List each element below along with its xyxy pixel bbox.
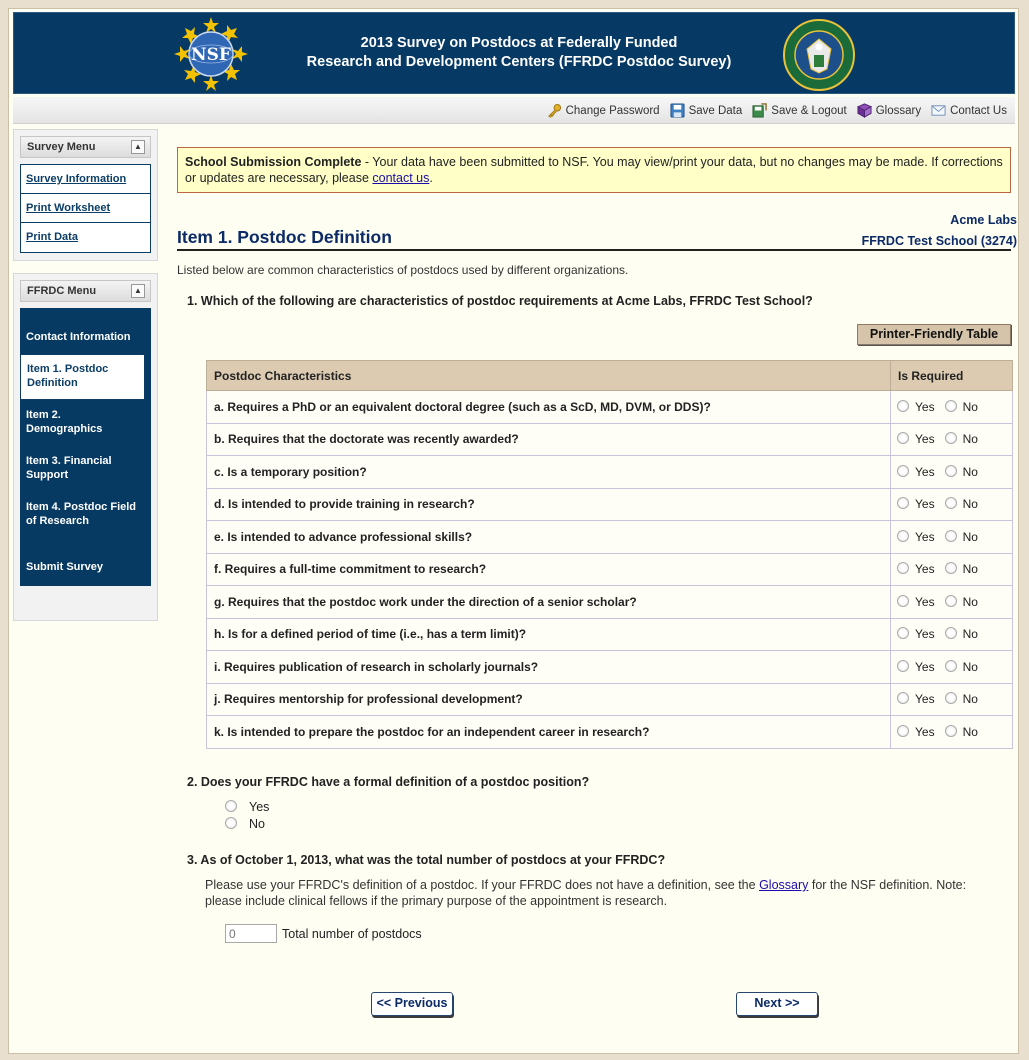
total-postdocs-label: Total number of postdocs xyxy=(282,927,422,941)
characteristic-h-no-label: No xyxy=(962,627,978,642)
characteristic-c-label: c. Is a temporary position? xyxy=(207,456,891,489)
characteristic-j-yes-radio[interactable] xyxy=(897,692,909,704)
ffrdc-menu-item-financial-support[interactable]: Item 3. Financial Support xyxy=(26,455,112,481)
survey-menu-collapse-button[interactable]: ▲ xyxy=(131,140,145,154)
characteristic-c-yes-label: Yes xyxy=(915,464,935,479)
nsf-logo-text: NSF xyxy=(191,45,231,65)
floppy-disk-icon xyxy=(670,103,685,118)
characteristic-i-required xyxy=(891,651,1013,684)
characteristic-k-no-label: No xyxy=(962,724,978,739)
table-row xyxy=(207,553,1013,586)
save-logout-link[interactable] xyxy=(752,103,846,118)
characteristic-j-label: j. Requires mentorship for professional development? xyxy=(207,683,891,716)
q2-option-no[interactable] xyxy=(225,817,265,831)
ffrdc-menu-title: FFRDC Menu xyxy=(27,285,97,297)
note-text-after: for the NSF definition. Note: please include clinical fellows if the primary purpose of the appointment is research. xyxy=(205,878,967,908)
characteristic-d-no-label: No xyxy=(962,497,978,512)
characteristic-g-no-radio[interactable] xyxy=(945,595,957,607)
characteristic-d-yes-radio[interactable] xyxy=(897,497,909,509)
characteristic-i-yes-radio[interactable] xyxy=(897,660,909,672)
next-button[interactable]: Next >> xyxy=(736,992,818,1016)
table-row xyxy=(207,716,1013,749)
characteristic-a-required xyxy=(891,391,1013,424)
characteristic-f-no-radio[interactable] xyxy=(945,562,957,574)
print-data-link[interactable]: Print Data xyxy=(26,231,78,243)
survey-information-link[interactable]: Survey Information xyxy=(21,165,150,194)
survey-title-line2: Research and Development Centers (FFRDC Postdoc Survey) xyxy=(306,54,732,70)
column-header-characteristics: Postdoc Characteristics xyxy=(207,361,891,391)
characteristic-b-yes-label: Yes xyxy=(915,432,935,447)
survey-menu-panel xyxy=(13,129,158,261)
ffrdc-menu-item-demographics[interactable]: Item 2. Demographics xyxy=(26,409,103,435)
save-logout-label: Save & Logout xyxy=(771,104,847,117)
intro-text: Listed below are common characteristics of postdocs used by different organizations. xyxy=(177,263,629,277)
doe-seal-icon xyxy=(783,19,855,91)
glossary-link[interactable] xyxy=(857,103,921,118)
characteristic-f-required xyxy=(891,553,1013,586)
notice-title: School Submission Complete xyxy=(185,155,362,169)
characteristic-i-no-radio[interactable] xyxy=(945,660,957,672)
characteristic-d-required xyxy=(891,488,1013,521)
characteristic-a-no-label: No xyxy=(962,399,978,414)
table-row xyxy=(207,521,1013,554)
characteristic-k-required xyxy=(891,716,1013,749)
characteristic-h-yes-label: Yes xyxy=(915,627,935,642)
characteristic-f-no-label: No xyxy=(962,562,978,577)
q2-yes-radio[interactable] xyxy=(225,800,237,812)
characteristic-f-yes-label: Yes xyxy=(915,562,935,577)
characteristic-e-yes-radio[interactable] xyxy=(897,530,909,542)
characteristic-b-required xyxy=(891,423,1013,456)
characteristic-e-yes-label: Yes xyxy=(915,529,935,544)
characteristic-c-yes-radio[interactable] xyxy=(897,465,909,477)
printer-friendly-table-button[interactable]: Printer-Friendly Table xyxy=(857,324,1011,345)
characteristic-i-label: i. Requires publication of research in scholarly journals? xyxy=(207,651,891,684)
characteristic-i-yes-label: Yes xyxy=(915,659,935,674)
book-icon xyxy=(857,103,872,118)
change-password-label: Change Password xyxy=(565,104,660,117)
characteristic-i-no-label: No xyxy=(962,659,978,674)
characteristic-g-label: g. Requires that the postdoc work under the direction of a senior scholar? xyxy=(207,586,891,619)
characteristic-f-label: f. Requires a full-time commitment to research? xyxy=(207,553,891,586)
characteristic-h-no-radio[interactable] xyxy=(945,627,957,639)
characteristic-b-no-radio[interactable] xyxy=(945,432,957,444)
characteristic-c-no-radio[interactable] xyxy=(945,465,957,477)
ffrdc-menu-item-postdoc-definition[interactable]: Item 1. Postdoc Definition xyxy=(20,354,145,400)
change-password-link[interactable] xyxy=(547,103,660,118)
glossary-label: Glossary xyxy=(875,104,922,117)
key-icon xyxy=(547,103,562,118)
characteristic-k-label: k. Is intended to prepare the postdoc for an independent career in research? xyxy=(207,716,891,749)
save-logout-icon xyxy=(752,103,767,118)
q2-no-label: No xyxy=(249,817,265,831)
print-worksheet-link[interactable]: Print Worksheet xyxy=(21,194,150,223)
survey-menu-title: Survey Menu xyxy=(27,141,96,153)
total-postdocs-input[interactable] xyxy=(225,924,277,943)
q2-option-yes[interactable] xyxy=(225,800,269,814)
characteristic-g-yes-radio[interactable] xyxy=(897,595,909,607)
characteristic-j-yes-label: Yes xyxy=(915,692,935,707)
question-3-label: 3. As of October 1, 2013, what was the total number of postdocs at your FFRDC? xyxy=(187,853,666,867)
characteristic-g-yes-label: Yes xyxy=(915,594,935,609)
characteristic-e-no-label: No xyxy=(962,529,978,544)
question-2-label: 2. Does your FFRDC have a formal definition of a postdoc position? xyxy=(187,775,590,789)
characteristic-e-label: e. Is intended to advance professional skills? xyxy=(207,521,891,554)
column-header-is-required: Is Required xyxy=(891,361,1013,391)
characteristic-f-yes-radio[interactable] xyxy=(897,562,909,574)
page-frame xyxy=(8,8,1019,1054)
characteristic-d-no-radio[interactable] xyxy=(945,497,957,509)
contact-us-inline-link[interactable]: contact us xyxy=(372,171,430,185)
characteristic-b-no-label: No xyxy=(962,432,978,447)
table-row xyxy=(207,586,1013,619)
characteristic-h-label: h. Is for a defined period of time (i.e., has a term limit)? xyxy=(207,618,891,651)
ffrdc-menu-item-contact-information[interactable]: Contact Information xyxy=(26,331,131,343)
characteristic-c-no-label: No xyxy=(962,464,978,479)
survey-title-line1: 2013 Survey on Postdocs at Federally Funded xyxy=(360,35,678,51)
previous-button[interactable]: << Previous xyxy=(371,992,453,1016)
table-row xyxy=(207,456,1013,489)
characteristic-g-required xyxy=(891,586,1013,619)
survey-menu-header xyxy=(20,136,151,158)
characteristic-c-required xyxy=(891,456,1013,489)
ffrdc-menu-list xyxy=(20,308,151,586)
characteristic-a-label: a. Requires a PhD or an equivalent doctoral degree (such as a ScD, MD, DVM, or DDS)? xyxy=(207,391,891,424)
characteristics-table xyxy=(206,360,1013,749)
characteristic-a-no-radio[interactable] xyxy=(945,400,957,412)
characteristic-j-no-label: No xyxy=(962,692,978,707)
contact-us-link[interactable] xyxy=(931,103,1007,118)
table-row xyxy=(207,391,1013,424)
ffrdc-menu-panel xyxy=(13,273,158,621)
table-row xyxy=(207,618,1013,651)
toolbar xyxy=(13,97,1015,124)
survey-title xyxy=(244,34,794,72)
characteristic-e-required xyxy=(891,521,1013,554)
characteristic-a-yes-label: Yes xyxy=(915,399,935,414)
characteristic-k-yes-label: Yes xyxy=(915,724,935,739)
characteristic-b-yes-radio[interactable] xyxy=(897,432,909,444)
table-row xyxy=(207,423,1013,456)
characteristic-j-required xyxy=(891,683,1013,716)
characteristic-g-no-label: No xyxy=(962,594,978,609)
main-content xyxy=(177,147,1017,1010)
save-data-label: Save Data xyxy=(688,104,743,117)
characteristic-d-label: d. Is intended to provide training in research? xyxy=(207,488,891,521)
school-name: FFRDC Test School xyxy=(861,234,978,248)
header-banner xyxy=(13,12,1015,94)
characteristic-k-yes-radio[interactable] xyxy=(897,725,909,737)
table-row xyxy=(207,683,1013,716)
notice-end: . xyxy=(429,171,433,185)
notice-text: - Your data have been submitted to NSF. You may view/print your data, but no changes may be made. If corrections or updates are necessary, please xyxy=(185,155,1003,185)
characteristic-j-no-radio[interactable] xyxy=(945,692,957,704)
question-3-note xyxy=(205,877,1005,909)
table-row xyxy=(207,651,1013,684)
save-data-link[interactable] xyxy=(670,103,743,118)
q2-no-radio[interactable] xyxy=(225,817,237,829)
ffrdc-menu-header xyxy=(20,280,151,302)
characteristic-k-no-radio[interactable] xyxy=(945,725,957,737)
table-row xyxy=(207,488,1013,521)
characteristic-a-yes-radio[interactable] xyxy=(897,400,909,412)
question-1-label: 1. Which of the following are characteristics of postdoc requirements at Acme Labs, FFRDC Test School? xyxy=(187,294,813,308)
org-name: Acme Labs xyxy=(950,213,1017,227)
note-text-before: Please use your FFRDC's definition of a postdoc. If your FFRDC does not have a definition, see the xyxy=(205,878,760,892)
ffrdc-menu-item-submit-survey[interactable]: Submit Survey xyxy=(26,561,104,573)
envelope-icon xyxy=(931,103,946,118)
submission-notice xyxy=(177,147,1011,193)
ffrdc-menu-item-field-of-research[interactable]: Item 4. Postdoc Field of Research xyxy=(26,501,137,527)
characteristic-b-label: b. Requires that the doctorate was recently awarded? xyxy=(207,423,891,456)
survey-menu-list xyxy=(20,164,151,253)
contact-us-label: Contact Us xyxy=(950,104,1007,117)
characteristic-h-yes-radio[interactable] xyxy=(897,627,909,639)
nsf-logo xyxy=(174,17,248,91)
q2-yes-label: Yes xyxy=(249,800,270,814)
school-code: (3274) xyxy=(980,234,1017,248)
glossary-inline-link[interactable]: Glossary xyxy=(759,878,809,892)
characteristic-h-required xyxy=(891,618,1013,651)
characteristic-e-no-radio[interactable] xyxy=(945,530,957,542)
page-title: Item 1. Postdoc Definition xyxy=(177,227,1011,251)
characteristic-d-yes-label: Yes xyxy=(915,497,935,512)
ffrdc-menu-collapse-button[interactable]: ▲ xyxy=(131,284,145,298)
